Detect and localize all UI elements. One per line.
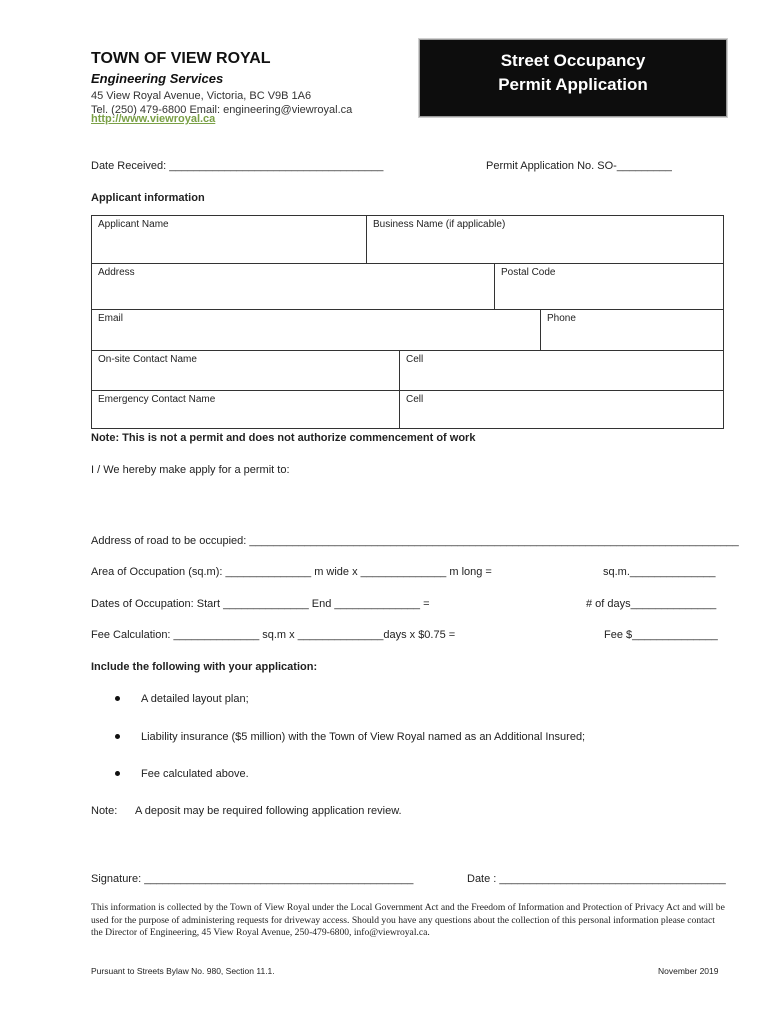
road-address-field[interactable]: Address of road to be occupied: ________________________________________________________________________________ <box>91 535 739 547</box>
bullet-icon <box>115 771 120 776</box>
privacy-statement: This information is collected by the Town of View Royal under the Local Government Act and the Freedom of Information and Protection of Privacy Act and will be used for the purpose of administering requests for driveway access. Should you have any questions about the collection of this personal information please contact the Director of Engineering, 45 View Royal Avenue, 250-479-6800, info@viewroyal.ca. <box>91 902 725 938</box>
emergency-contact-cell[interactable] <box>92 391 400 428</box>
form-title-line1: Street Occupancy <box>500 51 646 70</box>
org-contact: Tel. (250) 479-6800 Email: engineering@viewroyal.ca <box>91 104 353 116</box>
footer-bylaw: Pursuant to Streets Bylaw No. 980, Section 11.1. <box>91 966 275 976</box>
emergency-contact-label: Emergency Contact Name <box>98 394 216 405</box>
bullet-icon <box>115 734 120 739</box>
list-item <box>115 731 585 743</box>
postal-code-label: Postal Code <box>501 267 556 278</box>
department-name: Engineering Services <box>91 71 224 86</box>
table-row <box>92 216 723 264</box>
website-link[interactable]: http://www.viewroyal.ca <box>91 113 216 125</box>
table-row <box>92 391 723 428</box>
applicant-info-table <box>91 215 724 429</box>
business-name-label: Business Name (if applicable) <box>373 219 506 230</box>
footer-date: November 2019 <box>658 966 719 976</box>
table-row <box>92 264 723 310</box>
permit-number-field[interactable]: Permit Application No. SO-_________ <box>486 160 672 172</box>
applicant-name-cell[interactable] <box>92 216 367 263</box>
fee-total-field[interactable]: Fee $______________ <box>604 629 718 641</box>
area-sqm-field[interactable]: sq.m.______________ <box>603 566 716 578</box>
list-item-text: Fee calculated above. <box>141 768 249 780</box>
permit-disclaimer-note: Note: This is not a permit and does not authorize commencement of work <box>91 432 476 444</box>
bullet-icon <box>115 696 120 701</box>
list-item-text: A detailed layout plan; <box>141 693 249 705</box>
area-occupation-field[interactable]: Area of Occupation (sq.m): ______________ m wide x ______________ m long = <box>91 566 492 578</box>
onsite-cell-label: Cell <box>406 354 424 365</box>
signature-field[interactable]: Signature: ____________________________________________ <box>91 873 414 885</box>
num-days-field[interactable]: # of days______________ <box>586 598 717 610</box>
table-row <box>92 310 723 351</box>
address-cell[interactable] <box>92 264 495 309</box>
deposit-note-text: A deposit may be required following application review. <box>135 805 402 817</box>
table-row <box>92 351 723 391</box>
signature-date-field[interactable]: Date : _____________________________________ <box>467 873 726 885</box>
emergency-cell-cell[interactable] <box>400 391 723 428</box>
onsite-contact-cell[interactable] <box>92 351 400 390</box>
date-received-field[interactable]: Date Received: ___________________________________ <box>91 160 384 172</box>
fee-calculation-field[interactable]: Fee Calculation: ______________ sq.m x ______________days x $0.75 = <box>91 629 456 641</box>
dates-occupation-field[interactable]: Dates of Occupation: Start ______________ End ______________ = <box>91 598 430 610</box>
email-label: Email <box>98 313 124 324</box>
business-name-cell[interactable] <box>367 216 723 263</box>
email-cell[interactable] <box>92 310 541 350</box>
apply-statement: I / We hereby make apply for a permit to: <box>91 464 290 476</box>
list-item-text: Liability insurance ($5 million) with the Town of View Royal named as an Additional Insured; <box>141 731 586 743</box>
onsite-contact-label: On-site Contact Name <box>98 354 197 365</box>
deposit-note-label: Note: <box>91 805 118 817</box>
org-address: 45 View Royal Avenue, Victoria, BC V9B 1A6 <box>91 90 312 102</box>
applicant-name-label: Applicant Name <box>98 219 169 230</box>
address-label: Address <box>98 267 135 278</box>
form-title-box <box>419 39 727 117</box>
phone-label: Phone <box>547 313 576 324</box>
postal-code-cell[interactable] <box>495 264 723 309</box>
list-item <box>115 768 249 780</box>
emergency-cell-label: Cell <box>406 394 424 405</box>
phone-cell[interactable] <box>541 310 723 350</box>
applicant-heading: Applicant information <box>91 192 205 204</box>
list-item <box>115 693 249 705</box>
form-title-line2: Permit Application <box>498 75 648 94</box>
onsite-cell-cell[interactable] <box>400 351 723 390</box>
include-heading: Include the following with your application: <box>91 661 318 673</box>
org-name: TOWN OF VIEW ROYAL <box>91 50 271 67</box>
